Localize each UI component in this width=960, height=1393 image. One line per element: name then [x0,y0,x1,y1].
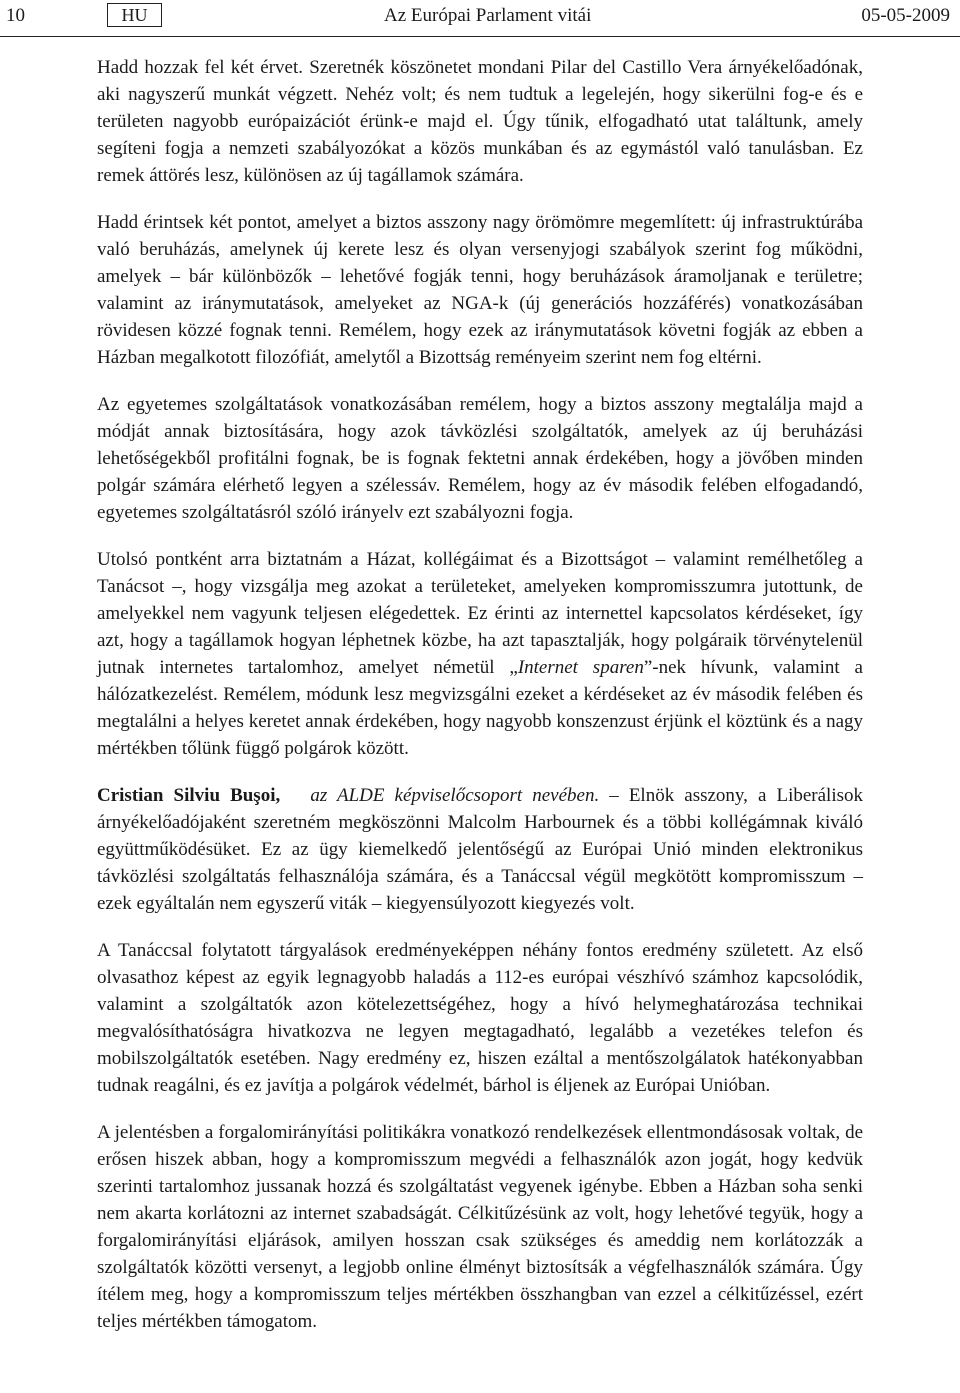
paragraph: Hadd hozzak fel két érvet. Szeretnék köszönetet mondani Pilar del Castillo Vera árnyékelőadónak, aki nagyszerű munkát végzett. Nehéz volt; és nem tudtuk a legelején, hogy sikerülni fog-e és e területen nagyobb európaizációt érünk-e majd el. Úgy tűnik, elfogadható utat találtunk, amely segíteni fogja a nemzeti szabályozókat a közös munkában és az egymástól való tanulásban. Ez remek áttörés lesz, különösen az új tagállamok számára. [97,57,863,186]
paragraph-text: Utolsó pontként arra biztatnám a Házat, kollégáimat és a Bizottságot – valamint remélhetőleg a Tanácsot –, hogy vizsgálja meg azokat a területeket, amelyeken kompromisszumra jutottunk, de amelyekkel nem vagyunk teljesen elégedettek. Ez érinti az internettel kapcsolatos kérdéseket, így azt, hogy a tagállamok hogyan léphetnek közbe, ha azt tapasztalják, hogy polgáraik törvénytelenül jutnak internetes tartalomhoz, amelyet németül „ [97,549,863,678]
foreign-term: Internet sparen [517,657,644,678]
page-number: 10 [6,5,25,26]
session-date: 05-05-2009 [861,5,950,26]
paragraph: Az egyetemes szolgáltatások vonatkozásában remélem, hogy a biztos asszony megtalálja majd a módját annak biztosítására, hogy azok távközlési szolgáltatók, amelyek az új beruházási lehetőségekből profitálni fognak, be is fognak fektetni annak érdekében, hogy a jövőben minden polgár számára elérhető legyen a szélessáv. Remélem, hogy az év második felében elfogadandó, egyetemes szolgáltatásról szóló irányelv ezt szabályozni fogja. [97,394,863,523]
paragraph [97,546,863,762]
speaker-affiliation: az ALDE képviselőcsoport nevében. [310,785,600,806]
paragraph: A jelentésben a forgalomirányítási politikákra vonatkozó rendelkezések ellentmondásosak voltak, de erősen hiszek abban, hogy a kompromisszum megvédi a felhasználók azon jogát, hogy kedvük szerinti tartalomhoz jussanak hozzá és szolgáltatást vegyenek igénybe. Ebben a Házban soha senki nem akarta korlátozni az internet szabadságát. Célkitűzésünk az volt, hogy lehetővé tegyük, hogy a forgalomirányítási eljárások, amilyen hosszan csak szükséges és ameddig nem korlátozzák a szolgáltatók közötti versenyt, a legjobb online élményt biztosítsák a végfelhasználók számára. Úgy ítélem meg, hogy a kompromisszum teljes mértékben összhangban van ezzel a célkitűzéssel, ezért teljes mértékben támogatom. [97,1122,863,1332]
language-code-box: HU [107,3,162,27]
speech-paragraph [97,782,863,917]
speech-text: – Elnök asszony, a Liberálisok árnyékelőadójaként szeretném megköszönni Malcolm Harbournek és a többi kollégámnak kiváló együttműködésüket. Ez az ügy kiemelkedő jelentőségű az Európai Unió minden elektronikus távközlési szolgáltatás felhasználója számára, és a Tanáccsal végül megkötött kompromisszum – ezek egyáltalán nem egyszerű viták – kiegyensúlyozott kiegyezés volt. [97,785,863,914]
journal-title: Az Európai Parlament vitái [384,5,592,26]
paragraph: Hadd érintsek két pontot, amelyet a biztos asszony nagy örömömre megemlített: új infrastruktúrába való beruházás, amelynek új kerete lesz és olyan versenyjogi szabályok szerint fog működni, amelyek – bár különbözők – lehetővé fogják tenni, hogy beruházások áramoljanak e területre; valamint az iránymutatások, amelyeket az NGA-k (új generációs hozzáférés) vonatkozásában rövidesen közzé fognak tenni. Remélem, hogy ezek az iránymutatások követni fogják az ebben a Házban megalkotott filozófiát, amelytől a Bizottság reményeim szerint nem fog eltérni. [97,212,863,368]
speaker-name: Cristian Silviu Buşoi, [97,785,281,806]
body-text [97,54,863,1355]
page-header [0,0,960,37]
paragraph-text: ”-nek hívunk, valamint a hálózatkezelést. Remélem, módunk lesz megvizsgálni ezeket a kérdéseket az év második felében és megtalálni a helyes keretet annak érdekében, hogy nagyobb konszenzust érjünk el köztünk és a nagy mértékben tőlünk függő polgárok között. [97,657,863,759]
paragraph: A Tanáccsal folytatott tárgyalások eredményeképpen néhány fontos eredmény született. Az első olvasathoz képest az egyik legnagyobb haladás a 112-es európai vészhívó számhoz kapcsolódik, valamint a szolgáltatók azon kötelezettségéhez, hogy a hívó helymeghatározása technikai megvalósíthatóságra hivatkozva ne legyen megtagadható, legalább a vezetékes telefon és mobilszolgáltatók esetében. Nagy eredmény ez, hiszen ezáltal a mentőszolgálatok hatékonyabban tudnak reagálni, és ez javítja a polgárok védelmét, bárhol is éljenek az Európai Unióban. [97,940,863,1096]
